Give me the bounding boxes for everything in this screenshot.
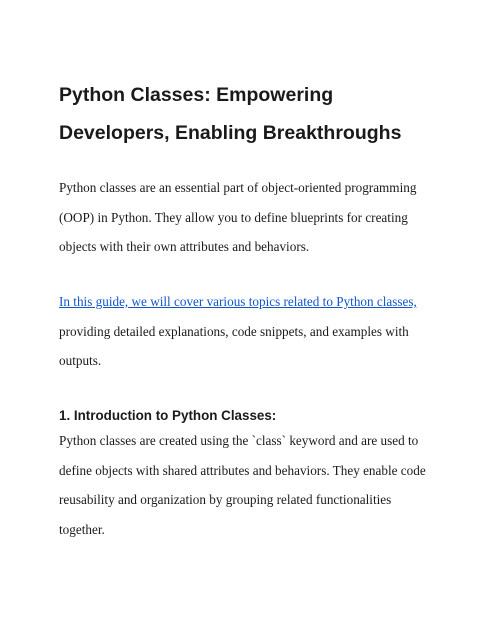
paragraph-line: Python classes are created using the `class` keyword and are used to — [59, 433, 419, 448]
paragraph-line: define objects with shared attributes and behaviors. They enable code — [59, 462, 426, 478]
guide-paragraph — [59, 287, 454, 376]
paragraph-line: providing detailed explanations, code snippets, and examples with — [59, 323, 409, 339]
paragraph-line: outputs. — [59, 353, 102, 368]
section-heading: 1. Introduction to Python Classes: — [59, 408, 277, 423]
intro-paragraph — [59, 173, 454, 262]
paragraph-line: reusability and organization by grouping related functionalities — [59, 492, 392, 507]
guide-link[interactable]: In this guide, we will cover various topics related to Python classes, — [59, 294, 417, 309]
title-line: Python Classes: Empowering — [59, 84, 334, 106]
section-paragraph — [59, 426, 454, 544]
paragraph-line: objects with their own attributes and behaviors. — [59, 239, 310, 254]
paragraph-line: (OOP) in Python. They allow you to define blueprints for creating — [59, 209, 408, 225]
title-line: Developers, Enabling Breakthroughs — [59, 122, 402, 144]
paragraph-line: Python classes are an essential part of object-oriented programming — [59, 180, 417, 195]
paragraph-line: together. — [59, 521, 105, 537]
paragraph-line-link — [59, 287, 454, 317]
document-title — [59, 76, 459, 152]
